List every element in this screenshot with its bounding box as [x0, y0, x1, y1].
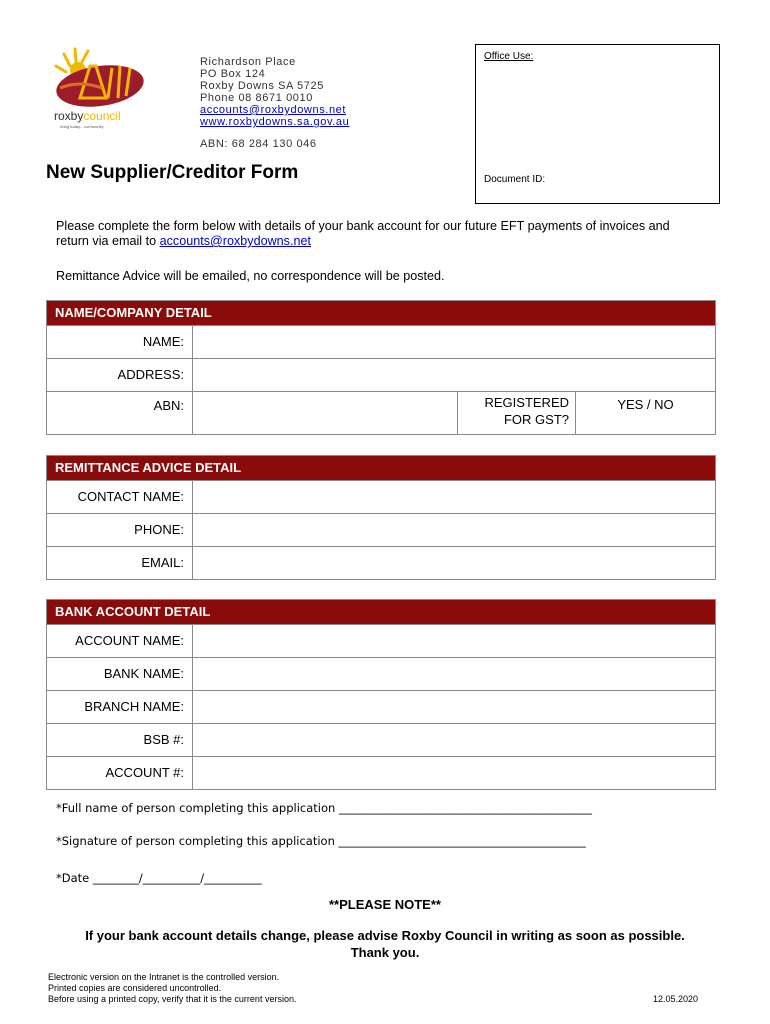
svg-text:roxbycouncil: roxbycouncil: [54, 109, 121, 123]
account-name-label: ACCOUNT NAME:: [47, 625, 193, 657]
intro-body: Please complete the form below with details of your bank account for our future EFT payments of invoices and return via email to: [56, 219, 670, 248]
gst-line-1: REGISTERED: [484, 395, 569, 410]
branch-name-field[interactable]: [193, 691, 715, 723]
date-line[interactable]: *Date ________/__________/__________: [56, 871, 262, 885]
name-label: NAME:: [47, 326, 193, 358]
contact-name-label: CONTACT NAME:: [47, 481, 193, 513]
website-link[interactable]: www.roxbydowns.sa.gov.au: [200, 116, 350, 128]
please-note-heading: **PLEASE NOTE**: [329, 897, 441, 912]
section-heading: REMITTANCE ADVICE DETAIL: [47, 456, 715, 480]
abn-label: ABN:: [47, 392, 193, 434]
address-field[interactable]: [193, 359, 715, 391]
footer-version-date: 12.05.2020: [653, 994, 699, 1004]
gst-question: [458, 392, 576, 434]
form-title: New Supplier/Creditor Form: [46, 162, 299, 183]
footer-line-1: Electronic version on the Intranet is the controlled version.: [48, 972, 280, 982]
address-line-3: Roxby Downs SA 5725: [200, 80, 324, 92]
contact-name-field[interactable]: [193, 481, 715, 513]
roxby-council-logo: [50, 44, 150, 130]
footer-notes: [48, 972, 296, 1005]
remittance-section: [46, 455, 716, 580]
intro-text: [56, 219, 706, 249]
gst-yes-no[interactable]: YES / NO: [617, 397, 674, 412]
account-number-field[interactable]: [193, 757, 715, 789]
bank-change-advice: If your bank account details change, please advise Roxby Council in writing as soon as possible.: [85, 928, 685, 943]
intro-email-link[interactable]: accounts@roxbydowns.net: [159, 234, 311, 248]
name-field[interactable]: [193, 326, 715, 358]
address-line-2: PO Box 124: [200, 68, 266, 80]
signature-line[interactable]: *Signature of person completing this application ___________________________________________: [56, 834, 586, 848]
bsb-field[interactable]: [193, 724, 715, 756]
phone-field[interactable]: [193, 514, 715, 546]
account-name-field[interactable]: [193, 625, 715, 657]
bank-account-section: [46, 599, 716, 790]
account-number-label: ACCOUNT #:: [47, 757, 193, 789]
abn-field[interactable]: [193, 392, 458, 434]
bank-name-label: BANK NAME:: [47, 658, 193, 690]
footer-line-2: Printed copies are considered uncontrolled.: [48, 983, 222, 993]
document-id-label: Document ID:: [484, 174, 546, 185]
section-heading: BANK ACCOUNT DETAIL: [47, 600, 715, 624]
council-address: [200, 56, 349, 150]
office-use-box: [475, 44, 720, 204]
accounts-email-link[interactable]: accounts@roxbydowns.net: [200, 104, 347, 116]
remittance-note: Remittance Advice will be emailed, no correspondence will be posted.: [56, 269, 445, 283]
address-phone: Phone 08 8671 0010: [200, 92, 313, 104]
office-use-label: Office Use:: [484, 51, 534, 62]
section-heading: NAME/COMPANY DETAIL: [47, 301, 715, 325]
email-field[interactable]: [193, 547, 715, 579]
bsb-label: BSB #:: [47, 724, 193, 756]
branch-name-label: BRANCH NAME:: [47, 691, 193, 723]
address-line-1: Richardson Place: [200, 56, 296, 68]
bank-name-field[interactable]: [193, 658, 715, 690]
phone-label: PHONE:: [47, 514, 193, 546]
svg-text:living today... community: living today... community: [60, 124, 104, 129]
footer-line-3: Before using a printed copy, verify that it is the current version.: [48, 994, 297, 1004]
address-label: ADDRESS:: [47, 359, 193, 391]
council-abn: ABN: 68 284 130 046: [200, 138, 317, 150]
gst-line-2: FOR GST?: [503, 412, 569, 427]
email-label: EMAIL:: [47, 547, 193, 579]
thank-you-text: Thank you.: [350, 945, 420, 960]
name-company-section: [46, 300, 716, 435]
full-name-line[interactable]: *Full name of person completing this application ____________________________________________: [56, 801, 592, 815]
